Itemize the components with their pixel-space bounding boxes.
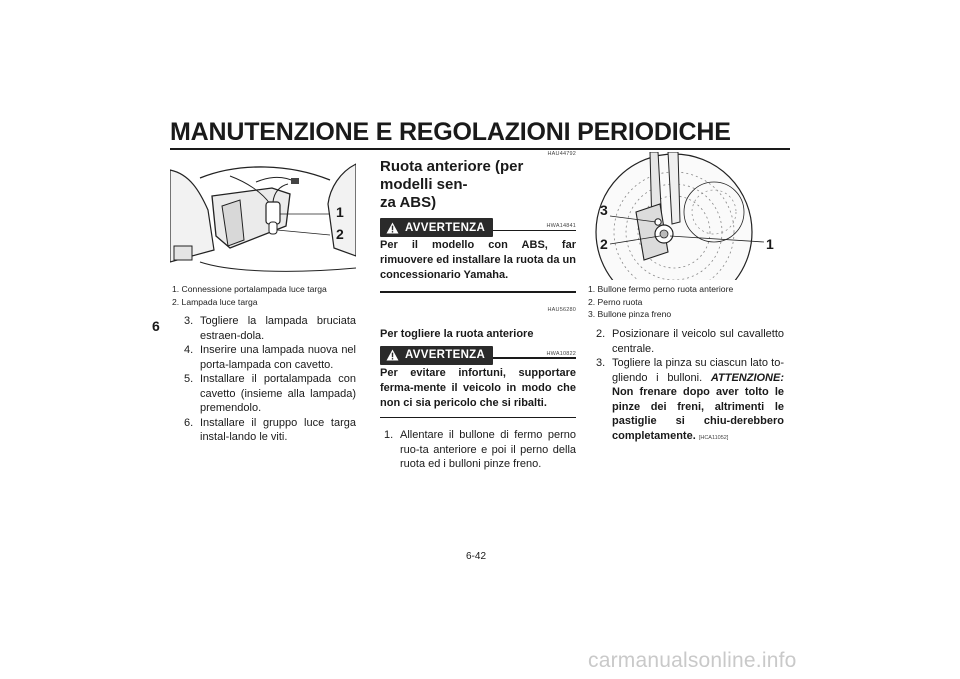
step-text: Allentare il bullone di fermo perno ruo-ta anteriore e poi il perno della ruota ed i bulloni pinze freno. bbox=[400, 429, 576, 470]
chapter-tab: 6 bbox=[152, 318, 160, 334]
step-number: 5. bbox=[184, 373, 194, 385]
list-item bbox=[184, 416, 356, 445]
list-item bbox=[184, 372, 356, 416]
step-text: Installare il gruppo luce targa instal-lando le viti. bbox=[200, 416, 356, 443]
middle-column bbox=[380, 151, 576, 472]
step-text: Inserire una lampada nuova nel porta-lampada con cavetto. bbox=[200, 344, 356, 371]
subsection-title: Per togliere la ruota anteriore bbox=[380, 327, 534, 340]
figure-caption bbox=[588, 283, 788, 321]
step-number: 6. bbox=[184, 416, 194, 429]
warning-rule bbox=[493, 230, 576, 232]
caption-line: 2. Lampada luce targa bbox=[172, 296, 258, 307]
caption-line: 1. Connessione portalampada luce targa bbox=[172, 284, 327, 294]
figure-callout: 3 bbox=[600, 202, 608, 218]
caption-line: 2. Perno ruota bbox=[588, 296, 643, 307]
figure-callout: 1 bbox=[336, 204, 344, 220]
caption-line: 3. Bullone pinza freno bbox=[588, 309, 672, 319]
warning-code: HWA10822 bbox=[546, 350, 576, 357]
figure-callout: 1 bbox=[766, 236, 774, 252]
warning-label: AVVERTENZA bbox=[405, 221, 486, 234]
figure-caption bbox=[172, 283, 358, 308]
step-number: 3. bbox=[596, 357, 606, 369]
front-wheel-figure bbox=[588, 152, 788, 280]
step-number: 4. bbox=[184, 344, 194, 356]
caution-code: [HCA11052] bbox=[698, 434, 729, 441]
warning-code: HWA14841 bbox=[546, 223, 576, 229]
list-item bbox=[384, 428, 576, 472]
figure-callout: 2 bbox=[600, 236, 608, 252]
list-item bbox=[596, 356, 784, 445]
page-title: MANUTENZIONE E REGOLAZIONI PERIODICHE bbox=[170, 118, 731, 146]
warning-triangle-icon bbox=[386, 222, 399, 234]
section-title-line: za ABS) bbox=[380, 194, 437, 211]
subsection-code: HAU56280 bbox=[547, 306, 576, 313]
list-item bbox=[184, 343, 356, 372]
warning-end-rule bbox=[380, 417, 576, 419]
warning-badge bbox=[380, 346, 493, 365]
section-title-line: Ruota anteriore (per modelli sen- bbox=[380, 158, 524, 193]
step-text: Posizionare il veicolo sul cavalletto centrale. bbox=[612, 328, 784, 355]
section-title bbox=[380, 158, 576, 212]
warning-badge bbox=[380, 218, 493, 237]
left-steps bbox=[184, 314, 356, 445]
step-text: Togliere la lampada bruciata estraen-dola. bbox=[200, 315, 356, 342]
step-number: 2. bbox=[596, 328, 606, 340]
warning-text: Per il modello con ABS, far rimuovere ed installare la ruota da un concessionario Yamaha. bbox=[380, 239, 576, 281]
step-number: 1. bbox=[384, 429, 394, 441]
license-light-figure bbox=[170, 152, 356, 280]
warning-text: Per evitare infortuni, supportare ferma-mente il veicolo in modo che non ci sia pericolo che si ribalti. bbox=[380, 366, 576, 409]
figure-callout: 2 bbox=[336, 226, 344, 242]
attention-text: Non frenare dopo aver tolto le pinze dei freni, altrimenti le pastiglie si chiu-derebbero completamente. bbox=[612, 386, 784, 442]
caption-line: 1. Bullone fermo perno ruota anteriore bbox=[588, 284, 734, 294]
right-steps bbox=[596, 327, 784, 445]
watermark: carmanualsonline.info bbox=[588, 649, 797, 672]
warning-end-rule bbox=[380, 291, 576, 293]
list-item bbox=[184, 314, 356, 343]
list-item bbox=[596, 327, 784, 356]
warning-rule bbox=[493, 357, 576, 359]
step-text-plain: Togliere la pinza su ciascun lato to-gliendo i bulloni. bbox=[612, 357, 784, 384]
page-number: 6-42 bbox=[466, 551, 487, 562]
step-text: Installare il portalampada con cavetto (insieme alla lampada) premendolo. bbox=[200, 373, 356, 414]
attention-label: ATTENZIONE: bbox=[710, 371, 784, 384]
section-code: HAU44792 bbox=[547, 151, 576, 157]
step-number: 3. bbox=[184, 315, 194, 327]
header-rule bbox=[170, 148, 790, 150]
warning-label: AVVERTENZA bbox=[405, 349, 486, 361]
middle-steps bbox=[380, 428, 576, 472]
step-text bbox=[612, 356, 784, 445]
warning-triangle-icon bbox=[386, 349, 399, 361]
